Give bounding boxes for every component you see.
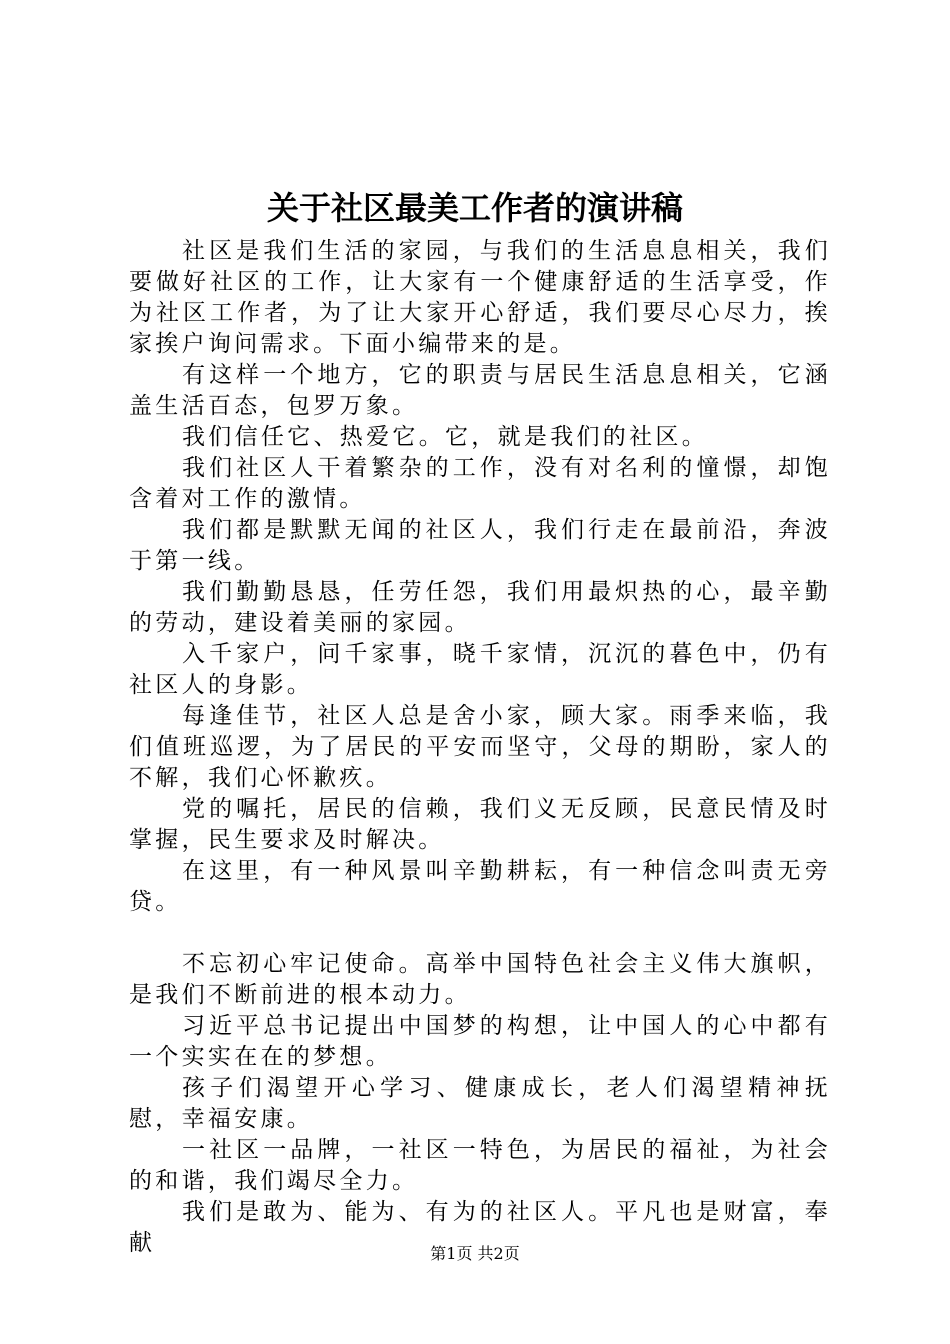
paragraph: 我们是敢为、能为、有为的社区人。平凡也是财富，奉献	[129, 1199, 831, 1256]
paragraph: 孩子们渴望开心学习、健康成长，老人们渴望精神抚慰，幸福安康。	[129, 1075, 831, 1132]
document-body	[129, 236, 831, 1259]
paragraph: 有这样一个地方，它的职责与居民生活息息相关，它涵盖生活百态，包罗万象。	[129, 362, 831, 419]
paragraph: 党的嘱托，居民的信赖，我们义无反顾，民意民情及时掌握，民生要求及时解决。	[129, 796, 831, 853]
paragraph: 不忘初心牢记使命。高举中国特色社会主义伟大旗帜，是我们不断前进的根本动力。	[129, 951, 831, 1008]
paragraph: 社区是我们生活的家园，与我们的生活息息相关，我们要做好社区的工作，让大家有一个健康舒适的生活享受，作为社区工作者，为了让大家开心舒适，我们要尽心尽力，挨家挨户询问需求。下面小编带来的是。	[129, 238, 831, 357]
paragraph: 每逢佳节，社区人总是舍小家，顾大家。雨季来临，我们值班巡逻，为了居民的平安而坚守，父母的期盼，家人的不解，我们心怀歉疚。	[129, 703, 831, 791]
paragraph: 习近平总书记提出中国梦的构想，让中国人的心中都有一个实实在在的梦想。	[129, 1013, 831, 1070]
page-footer: 第1页 共2页	[430, 1244, 520, 1263]
paragraph: 一社区一品牌，一社区一特色，为居民的福祉，为社会的和谐，我们竭尽全力。	[129, 1137, 831, 1194]
document-title: 关于社区最美工作者的演讲稿	[266, 189, 683, 227]
paragraph: 我们社区人干着繁杂的工作，没有对名利的憧憬，却饱含着对工作的激情。	[129, 455, 831, 512]
paragraph-gap	[129, 918, 831, 949]
paragraph: 我们信任它、热爱它。它，就是我们的社区。	[182, 424, 708, 450]
paragraph: 入千家户，问千家事，晓千家情，沉沉的暮色中，仍有社区人的身影。	[129, 641, 831, 698]
paragraph: 我们勤勤恳恳，任劳任怨，我们用最炽热的心，最辛勤的劳动，建设着美丽的家园。	[129, 579, 831, 636]
paragraph: 在这里，有一种风景叫辛勤耕耘，有一种信念叫责无旁贷。	[129, 858, 831, 915]
paragraph: 我们都是默默无闻的社区人，我们行走在最前沿，奔波于第一线。	[129, 517, 831, 574]
